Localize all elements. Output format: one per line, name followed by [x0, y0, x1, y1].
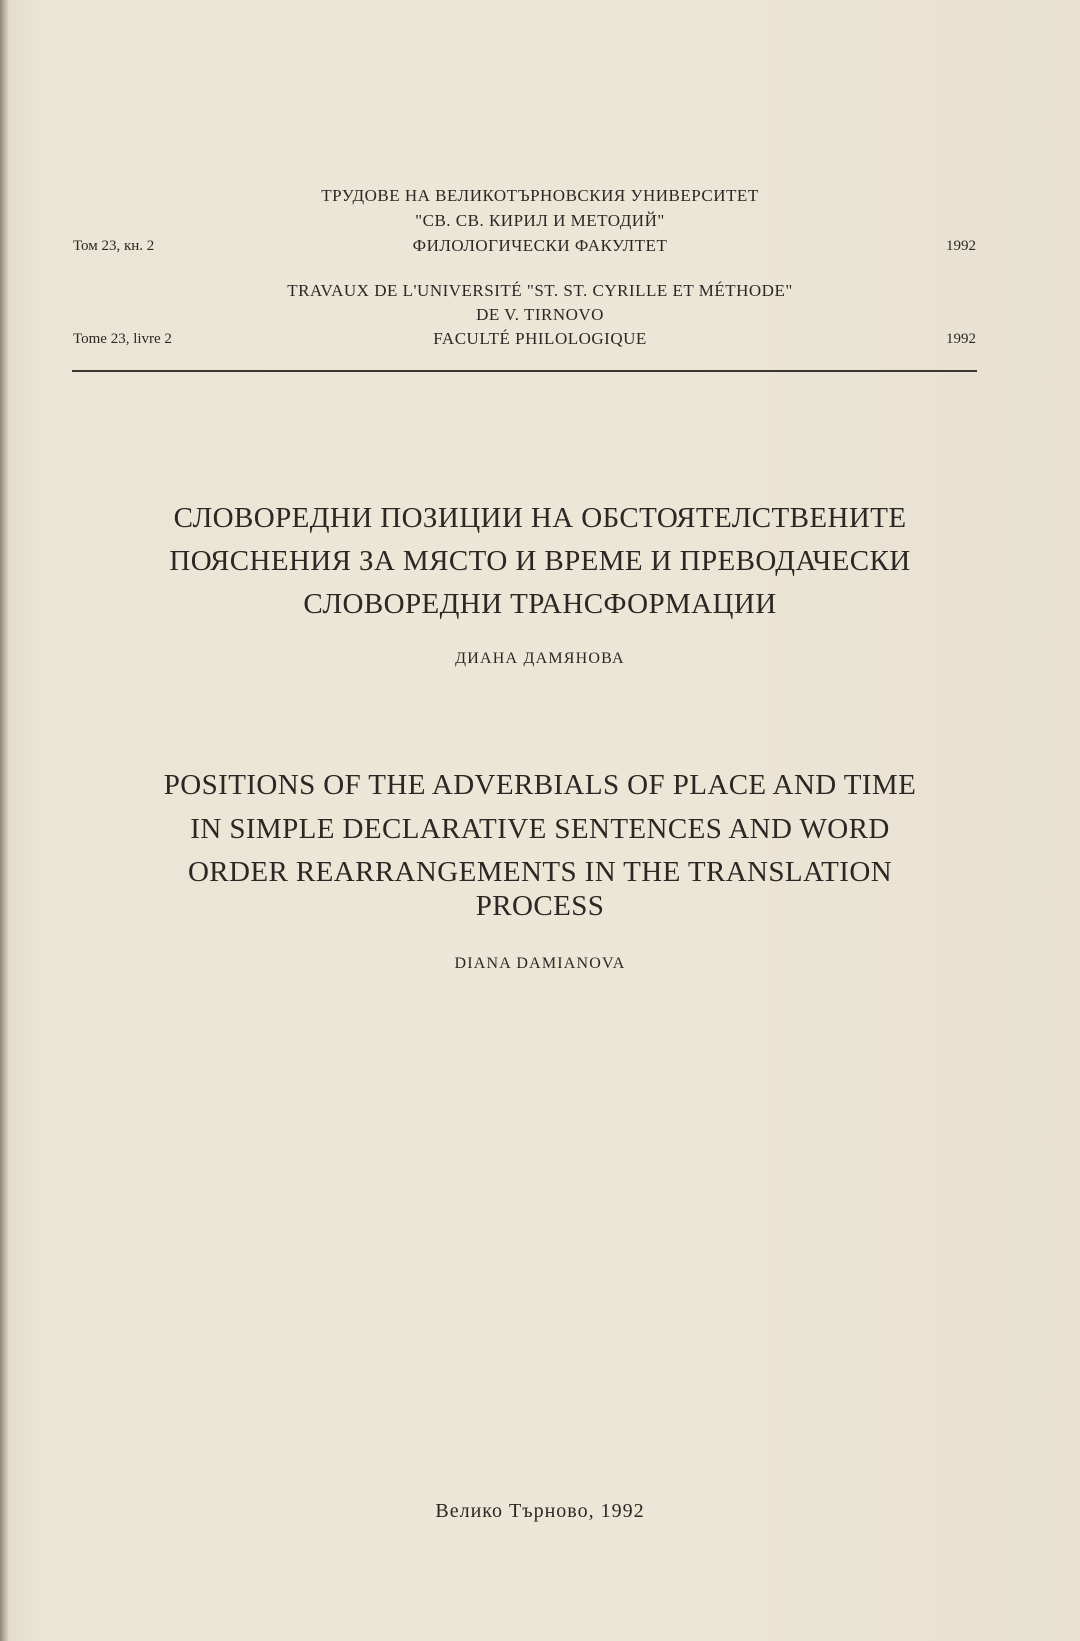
author-en: DIANA DAMIANOVA: [454, 955, 626, 972]
article-title-en-line-1: POSITIONS OF THE ADVERBIALS OF PLACE AND TIME: [163, 769, 917, 801]
author-bg: ДИАНА ДАМЯНОВА: [455, 650, 625, 667]
journal-title-fr: TRAVAUX DE L'UNIVERSITÉ "ST. ST. CYRILLE ET MÉTHODE": [287, 281, 793, 300]
faculty-fr: FACULTÉ PHILOLOGIQUE: [433, 329, 647, 348]
year-fr: 1992: [946, 331, 976, 347]
university-name-bg: "СВ. СВ. КИРИЛ И МЕТОДИЙ": [415, 211, 665, 230]
volume-fr: Tome 23, livre 2: [73, 331, 172, 347]
article-title-en-line-3: ORDER REARRANGEMENTS IN THE TRANSLATION: [187, 856, 893, 888]
article-title-en-line-2: IN SIMPLE DECLARATIVE SENTENCES AND WORD: [190, 813, 890, 845]
volume-bg: Том 23, кн. 2: [73, 238, 155, 254]
journal-title-bg: ТРУДОВЕ НА ВЕЛИКОТЪРНОВСКИЯ УНИВЕРСИТЕТ: [321, 186, 759, 205]
article-title-en-line-4: PROCESS: [475, 890, 605, 922]
article-title-bg-line-1: СЛОВОРЕДНИ ПОЗИЦИИ НА ОБСТОЯТЕЛСТВЕНИТЕ: [173, 502, 907, 534]
article-title-bg-line-2: ПОЯСНЕНИЯ ЗА МЯСТО И ВРЕМЕ И ПРЕВОДАЧЕСКИ: [169, 545, 911, 577]
header-rule: [72, 370, 977, 372]
year-bg: 1992: [946, 238, 976, 254]
publication-place-year: Велико Търново, 1992: [435, 1500, 645, 1522]
article-title-bg-line-3: СЛОВОРЕДНИ ТРАНСФОРМАЦИИ: [303, 588, 777, 620]
university-location-fr: DE V. TIRNOVO: [476, 305, 604, 324]
faculty-bg: ФИЛОЛОГИЧЕСКИ ФАКУЛТЕТ: [412, 236, 668, 255]
